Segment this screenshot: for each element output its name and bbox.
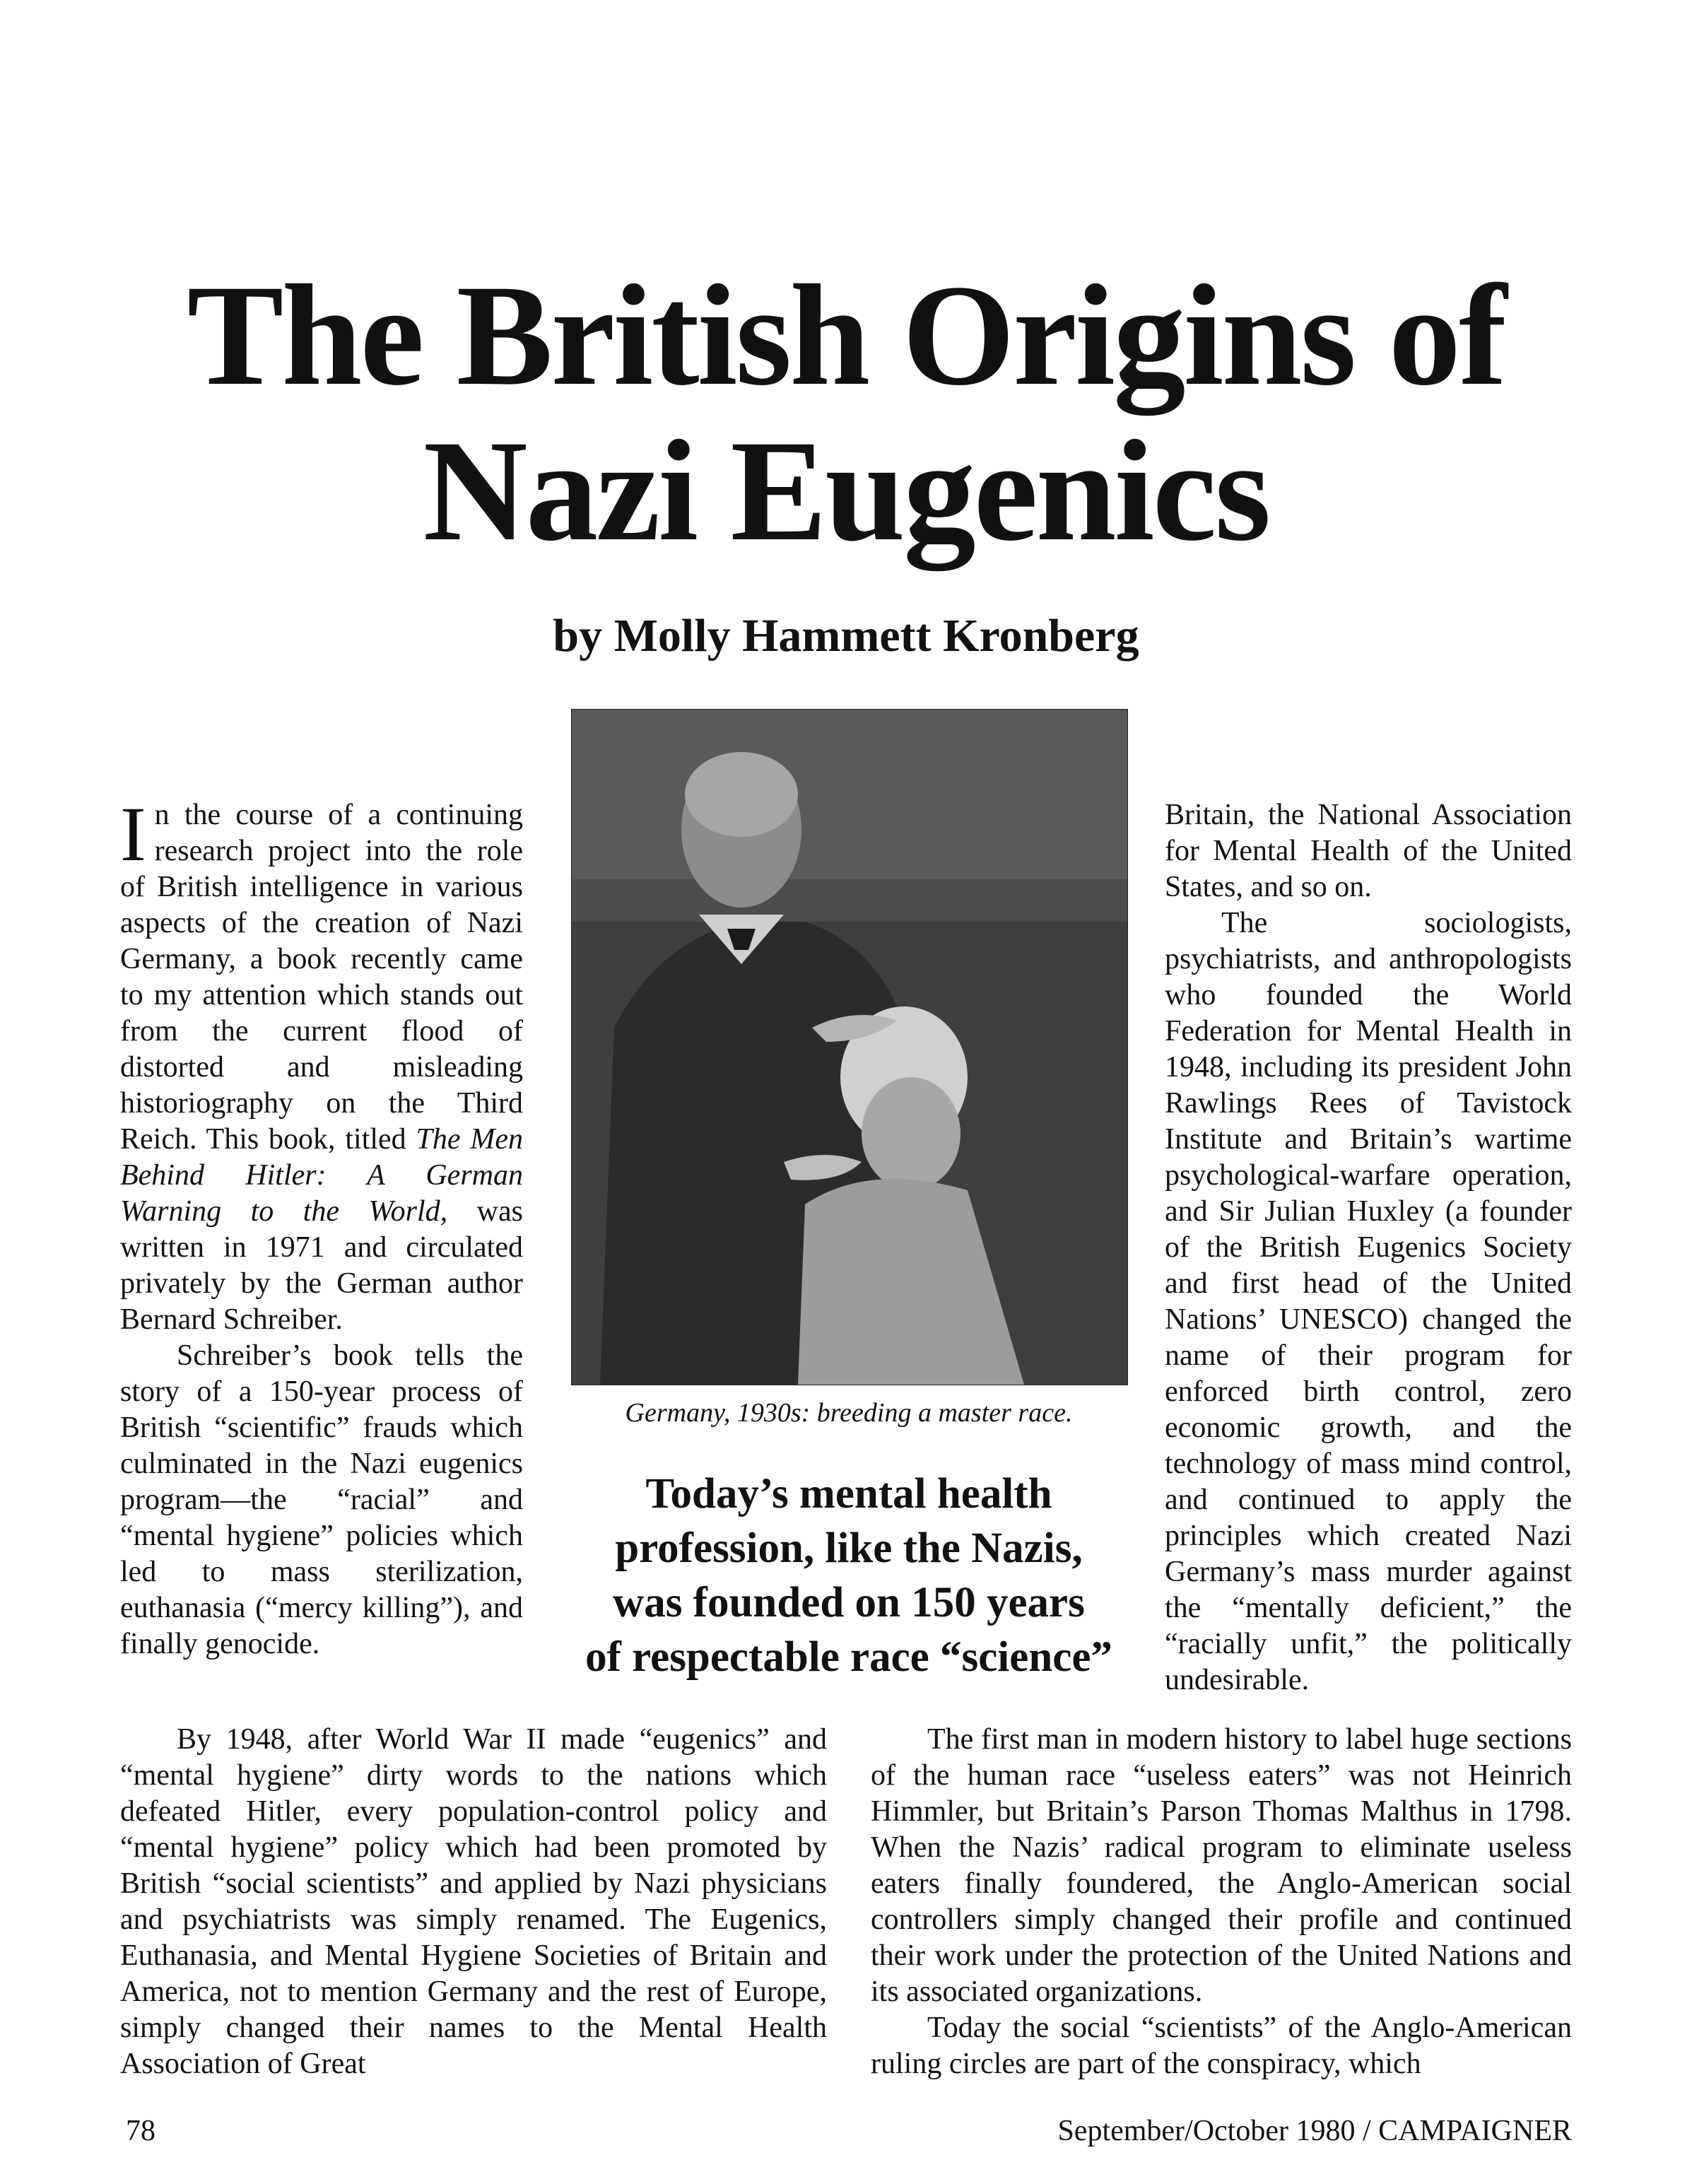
photo-caption: Germany, 1930s: breeding a master race. [625,1398,1073,1428]
dropcap: I [120,791,146,877]
pull-quote-line-2: profession, like the Nazis, [615,1525,1083,1572]
book-title: The Men Behind Hitler: A German Warning to the World, [120,1123,523,1228]
pull-quote [558,1467,1139,1684]
article-title-line-2: Nazi Eugenics [423,411,1269,571]
bottom-right-column [871,1722,1572,2082]
article-title-line-1: The British Origins of [187,255,1505,416]
right-paragraph-2: The sociologists, psychiatrists, and anthropologists who founded the World Federation for Mental Health in 1948, including its president John Rawlings Rees of Tavistock Institute and Britain’s wartime psychological-warfare operation, and Sir Julian Huxley (a founder of the British Eugenics Society and first head of the United Nations’ UNESCO) changed the name of their program for enforced birth control, zero economic growth, and the technology of mass mind control, and continued to apply the principles which created Nazi Germany’s mass murder against the “mentally deficient,” the “racially unfit,” the politically undesirable. [1165,907,1572,1696]
right-column [1165,797,1572,1698]
pull-quote-line-1: Today’s mental health [645,1470,1052,1517]
historical-photo [571,709,1128,1385]
left-paragraph-1: In the course of a continuing research project into the role of British intelligence in various aspects of the creation of Nazi Germany, a book recently came to my attention which stands out from the current flood of distorted and misleading historiography on the Third Reich. This book, titled The Men Behind Hitler: A German Warning to the World, was written in 1971 and circulated privately by the German author Bernard Schreiber. [120,791,523,1336]
left-column [120,791,523,1662]
page-number: 78 [126,2115,155,2147]
left-paragraph-2: Schreiber’s book tells the story of a 150-year process of British “scientific” frauds which culminated in the Nazi eugenics program—the “racial” and “mental hygiene” policies which led to mass sterilization, euthanasia (“mercy killing”), and finally genocide. [120,1339,523,1660]
bottom-left-column [120,1722,827,2082]
bottom-right-paragraph-1: The first man in modern history to label huge sections of the human race “useless eaters” was not Heinrich Himmler, but Britain’s Parson Thomas Malthus in 1798. When the Nazis’ radical program to eliminate useless eaters finally foundered, the Anglo-American social controllers simply changed their profile and continued their work under the protection of the United Nations and its associated organizations. [871,1723,1572,2008]
byline: by Molly Hammett Kronberg [553,610,1139,662]
pull-quote-line-4: of respectable race “science” [585,1633,1112,1681]
bottom-right-paragraph-2: Today the social “scientists” of the Anglo-American ruling circles are part of the conspiracy, which [871,2012,1572,2080]
issue-info: September/October 1980 / CAMPAIGNER [1057,2115,1572,2147]
bottom-left-paragraph-1: By 1948, after World War II made “eugenics” and “mental hygiene” dirty words to the nations which defeated Hitler, every population-control policy and “mental hygiene” policy which had been promoted by British “social scientists” and applied by Nazi physicians and psychiatrists was simply renamed. The Eugenics, Euthanasia, and Mental Hygiene Societies of Britain and America, not to mention Germany and the rest of Europe, simply changed their names to the Mental Health Association of Great [120,1723,827,2080]
pull-quote-line-3: was founded on 150 years [613,1579,1085,1626]
right-paragraph-1: Britain, the National Association for Mental Health of the United States, and so on. [1165,799,1572,903]
photo-illustration [572,710,1127,1385]
